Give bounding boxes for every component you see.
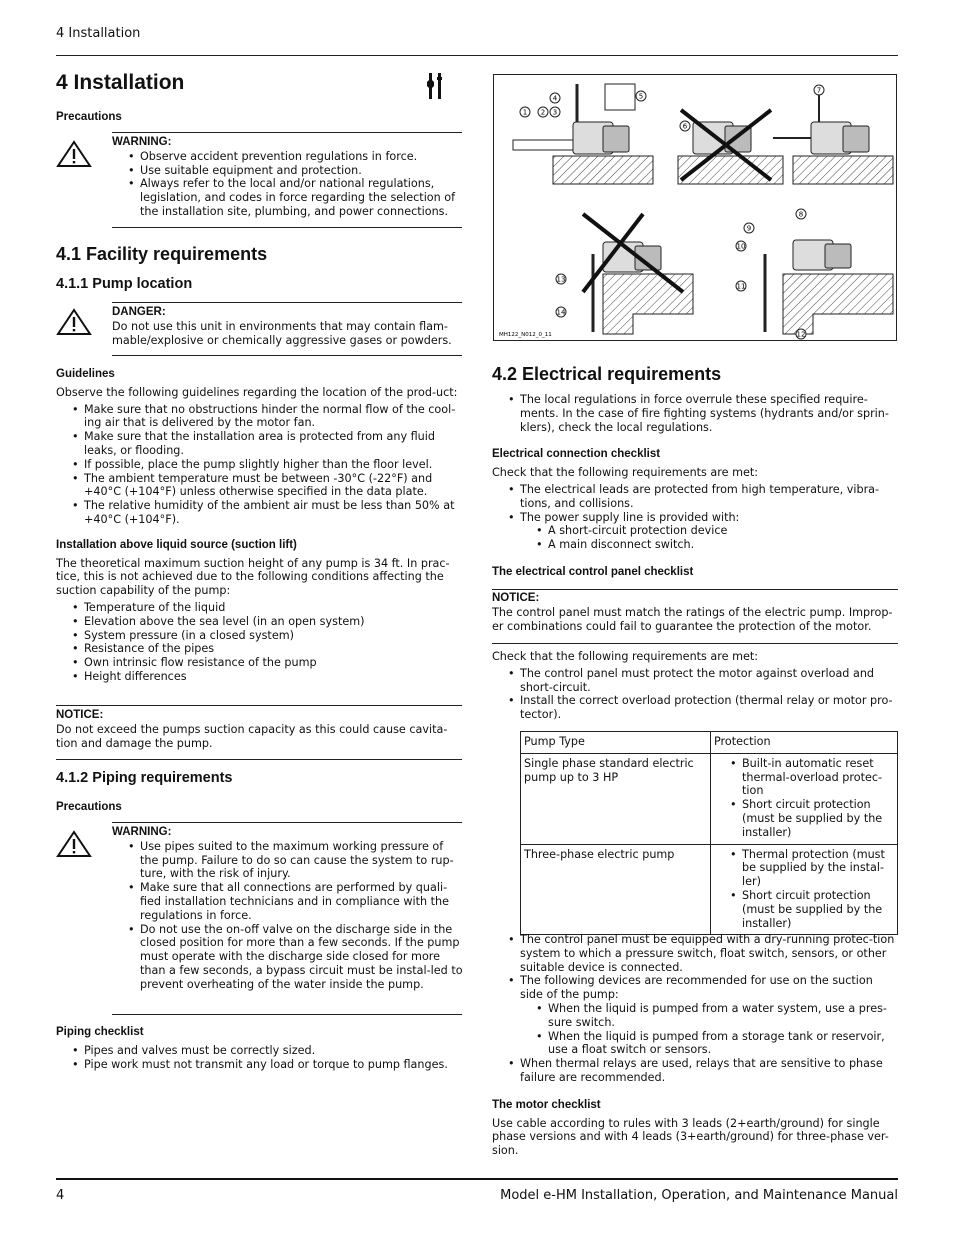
suction-intro: The theoretical maximum suction height of any pump is 34 ft. In prac-tice, this is not achieved due to the following conditions affecting the suction capability of the pump: xyxy=(56,556,450,598)
protection-table-wrap xyxy=(520,731,898,935)
guidelines-list xyxy=(72,403,464,527)
warning2-label: WARNING: xyxy=(112,826,172,838)
precautions2-heading: Precautions xyxy=(56,801,122,813)
list-item: • Built-in automatic reset thermal-overload protec-tion xyxy=(730,757,894,798)
callout-12: 12 xyxy=(796,330,806,339)
notice1-box xyxy=(56,709,464,750)
section-4-2-title: 4.2 Electrical requirements xyxy=(492,364,722,384)
electrical-block xyxy=(492,393,898,580)
list-item: • Height differences xyxy=(72,670,464,684)
callout-2: 2 xyxy=(540,108,546,117)
list-item: • Install the correct overload protection (thermal relay or motor pro-tector). xyxy=(508,694,898,722)
list-item: • Own intrinsic flow resistance of the pump xyxy=(72,656,464,670)
precautions-heading: Precautions xyxy=(56,111,122,123)
guidelines-block xyxy=(56,368,464,684)
callout-5: 5 xyxy=(638,92,644,101)
notice2-bottom-rule xyxy=(492,643,898,644)
table-cell xyxy=(711,753,898,844)
notice2-text: The control panel must match the ratings of the electric pump. Improp-er combinations could fail to guarantee the protection of the motor. xyxy=(492,605,893,633)
callout-9: 9 xyxy=(746,224,752,233)
callout-13: 13 xyxy=(556,275,566,284)
manual-title: Model e-HM Installation, Operation, and Maintenance Manual xyxy=(500,1188,898,1203)
header-rule xyxy=(56,55,898,56)
notice1-label: NOTICE: xyxy=(56,709,104,721)
list-item: • Pipes and valves must be correctly sized. xyxy=(72,1044,464,1058)
warning1-bottom-rule xyxy=(112,227,462,228)
list-item: • Do not use the on-off valve on the discharge side in the closed position for more than a few seconds. If the pump must operate with the discharge side closed for more than a few seconds, a bypass circuit must be instal-led to prevent overheating of the water inside the pump. xyxy=(128,923,464,992)
section-4-1-2-title: 4.1.2 Piping requirements xyxy=(56,770,233,786)
notice1-text: Do not exceed the pumps suction capacity as this could cause cavita-tion and damage the pump. xyxy=(56,722,448,750)
list-item: • Use suitable equipment and protection. xyxy=(128,164,464,178)
list-item: • When thermal relays are used, relays that are sensitive to phase failure are recommended. xyxy=(508,1057,898,1085)
callout-7: 7 xyxy=(816,86,822,95)
list-item: • The local regulations in force overrule these specified require-ments. In the case of fire fighting systems (hydrants and/or sprin-klers), check the local regulations. xyxy=(508,393,898,434)
elec-checklist-list xyxy=(508,483,898,524)
notice2-label: NOTICE: xyxy=(492,592,540,604)
section-4-1-title: 4.1 Facility requirements xyxy=(56,244,268,264)
piping-checklist-heading: Piping checklist xyxy=(56,1026,144,1038)
elec-checklist-heading: Electrical connection checklist xyxy=(492,448,661,461)
warning1-label: WARNING: xyxy=(112,136,172,148)
list-item: • Always refer to the local and/or national regulations, legislation, and codes in force regarding the selection of the installation site, plumbing, and power connections. xyxy=(128,177,464,218)
motor-text: Use cable according to rules with 3 leads (2+earth/ground) for single phase versions and with 4 leads (3+earth/ground) for three-phase ver-sion. xyxy=(492,1116,889,1158)
danger-text: Do not use this unit in environments that may contain flam-mable/explosive or chemically aggressive gases or powders. xyxy=(112,319,452,347)
list-item: • System pressure (in a closed system) xyxy=(72,629,464,643)
table-cell: Single phase standard electric pump up to 3 HP xyxy=(521,753,711,844)
suction-heading: Installation above liquid source (suction lift) xyxy=(56,538,297,551)
list-item: • The power supply line is provided with: xyxy=(508,511,898,525)
table-header-row xyxy=(521,732,898,754)
list-item: • Elevation above the sea level (in an open system) xyxy=(72,615,464,629)
panel-list xyxy=(508,667,898,722)
page-title-wrap xyxy=(56,71,184,95)
piping-checklist-list xyxy=(72,1044,464,1072)
list-item: • The ambient temperature must be between -30°C (-22°F) and +40°C (+104°F) unless otherwise specified in the data plate. xyxy=(72,472,464,500)
list-item: • The control panel must be equipped with a dry-running protec-tion system to which a pressure switch, float switch, sensors, or other suitable device is connected. xyxy=(508,933,898,974)
danger-label: DANGER: xyxy=(112,306,166,318)
notice1-top-rule xyxy=(56,705,462,706)
installation-diagram xyxy=(493,74,897,341)
warning2-top-rule xyxy=(112,822,462,823)
list-item: • The following devices are recommended for use on the suction side of the pump: xyxy=(508,974,898,1002)
table-header-cell: Protection xyxy=(711,732,898,754)
table-row xyxy=(521,844,898,935)
page-title: 4 Installation xyxy=(56,71,185,94)
electrical-list xyxy=(508,393,898,434)
list-item: • Make sure that the installation area is protected from any fluid leaks, or flooding. xyxy=(72,430,464,458)
elec-checklist-sublist xyxy=(536,524,898,552)
list-item: • Use pipes suited to the maximum working pressure of the pump. Failure to do so can cause the system to rup-ture, with the risk of injury. xyxy=(128,840,464,881)
panel-heading: The electrical control panel checklist xyxy=(492,565,694,578)
running-header: 4 Installation xyxy=(56,26,141,41)
section-4-1-1-title: 4.1.1 Pump location xyxy=(56,276,193,292)
panel-after-list-2 xyxy=(508,1057,898,1085)
page-number: 4 xyxy=(56,1188,65,1203)
callout-10: 10 xyxy=(736,242,746,251)
list-item: • Short circuit protection (must be supplied by the installer) xyxy=(730,889,894,930)
danger-top-rule xyxy=(112,302,462,303)
list-item: • When the liquid is pumped from a water system, use a pres-sure switch. xyxy=(536,1002,898,1030)
list-item: • If possible, place the pump slightly higher than the floor level. xyxy=(72,458,464,472)
notice2-box xyxy=(492,592,898,633)
table-header-cell: Pump Type xyxy=(521,732,711,754)
list-item: • Thermal protection (must be supplied by the instal-ler) xyxy=(730,848,894,889)
callout-8: 8 xyxy=(798,210,804,219)
warning-triangle-icon xyxy=(56,140,92,168)
suction-list xyxy=(72,601,464,684)
warning2-bottom-rule xyxy=(112,1014,462,1015)
protection-table xyxy=(520,731,898,935)
motor-heading: The motor checklist xyxy=(492,1098,601,1111)
warning1-list xyxy=(128,150,464,219)
list-item: • Resistance of the pipes xyxy=(72,642,464,656)
list-item: • When the liquid is pumped from a storage tank or reservoir, use a float switch or sensors. xyxy=(536,1030,898,1058)
table-row xyxy=(521,753,898,844)
figure-code: MH122_N012_0_11 xyxy=(499,332,552,338)
guidelines-heading: Guidelines xyxy=(56,368,115,380)
table-cell: Three-phase electric pump xyxy=(521,844,711,935)
piping-checklist-block xyxy=(56,1026,464,1071)
callout-4: 4 xyxy=(552,94,558,103)
warning2-list xyxy=(128,840,464,992)
warning-triangle-icon xyxy=(56,830,92,858)
callout-11: 11 xyxy=(736,282,746,291)
list-item: • Pipe work must not transmit any load or torque to pump flanges. xyxy=(72,1058,464,1072)
callout-3: 3 xyxy=(552,108,558,117)
danger-box xyxy=(112,306,464,347)
list-item: • Short circuit protection (must be supplied by the installer) xyxy=(730,798,894,839)
guidelines-intro: Observe the following guidelines regarding the location of the prod-uct: xyxy=(56,385,458,399)
elec-checklist-intro: Check that the following requirements are met: xyxy=(492,466,759,480)
notice1-bottom-rule xyxy=(56,759,462,760)
list-item: • Observe accident prevention regulations in force. xyxy=(128,150,464,164)
panel-after-list xyxy=(508,933,898,1002)
list-item: • Make sure that all connections are performed by quali-fied installation technicians and in compliance with the regulations in force. xyxy=(128,881,464,922)
list-item: • The control panel must protect the motor against overload and short-circuit. xyxy=(508,667,898,695)
list-item: • Temperature of the liquid xyxy=(72,601,464,615)
warning1-box xyxy=(112,136,464,219)
warning1-top-rule xyxy=(112,132,462,133)
panel-block xyxy=(492,650,898,722)
callout-14: 14 xyxy=(556,308,566,317)
warning2-box xyxy=(112,826,464,992)
list-item: • The electrical leads are protected from high temperature, vibra-tions, and collisions. xyxy=(508,483,898,511)
tools-icon xyxy=(426,72,444,100)
notice2-top-rule xyxy=(492,589,898,590)
panel-after-sublist xyxy=(536,1002,898,1057)
callout-1: 1 xyxy=(522,108,528,117)
panel-intro: Check that the following requirements are met: xyxy=(492,650,759,663)
footer-rule xyxy=(56,1178,898,1180)
callout-6: 6 xyxy=(682,122,688,131)
list-item: • A short-circuit protection device xyxy=(536,524,898,538)
panel-after-block xyxy=(492,933,898,1158)
list-item: • Make sure that no obstructions hinder the normal flow of the cool-ing air that is delivered by the motor fan. xyxy=(72,403,464,431)
danger-bottom-rule xyxy=(112,355,462,356)
list-item: • A main disconnect switch. xyxy=(536,538,898,552)
danger-triangle-icon xyxy=(56,308,92,336)
list-item: • The relative humidity of the ambient air must be less than 50% at +40°C (+104°F). xyxy=(72,499,464,527)
table-cell xyxy=(711,844,898,935)
